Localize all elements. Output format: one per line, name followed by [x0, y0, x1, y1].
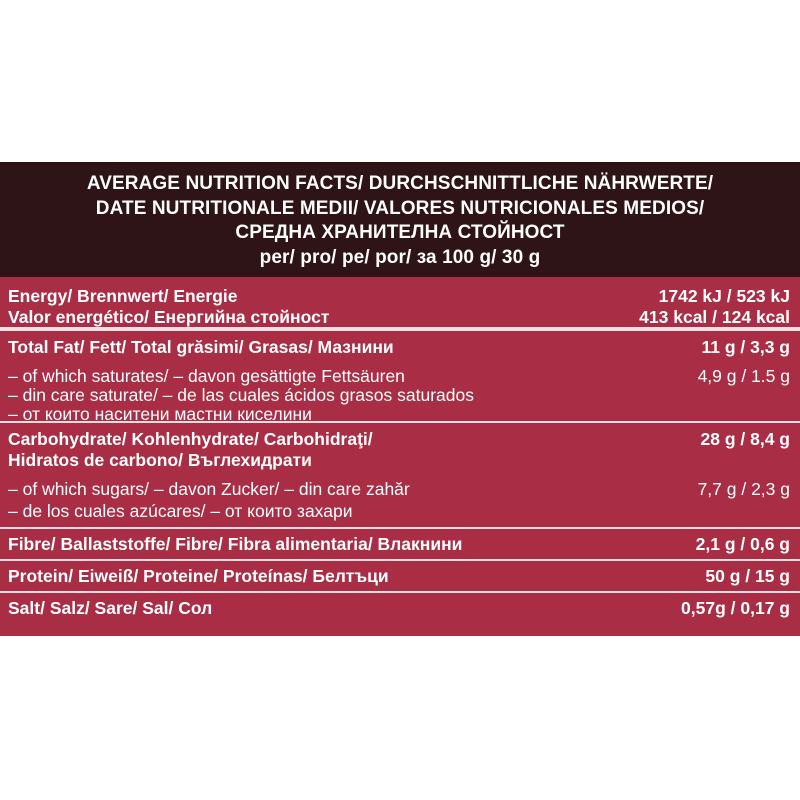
energy-row: [0, 277, 800, 329]
header-line-4: per/ pro/ pe/ por/ за 100 g/ 30 g: [259, 246, 541, 268]
protein-value: 50 g / 15 g: [705, 566, 790, 586]
sugars-label-2: – de los cuales azúcares/ – от които захари: [8, 501, 353, 521]
fibre-label: Fibre/ Ballaststoffe/ Fibre/ Fibra alimentaria/ Влакнини: [8, 534, 463, 554]
salt-row: [0, 593, 800, 624]
sugars-value: 7,7 g / 2,3 g: [697, 479, 790, 499]
carbohydrate-label-1: Carbohydrate/ Kohlenhydrate/ Carbohidraţi/: [8, 429, 373, 449]
saturates-label-1: – of which saturates/ – davon gesättigte Fettsäuren: [8, 366, 405, 386]
saturates-value: 4,9 g / 1.5 g: [697, 366, 790, 386]
carbohydrate-value: 28 g / 8,4 g: [700, 429, 790, 449]
fat-value: 11 g / 3,3 g: [701, 337, 790, 357]
salt-value: 0,57g / 0,17 g: [681, 598, 790, 618]
carbohydrate-label-2: Hidratos de carbono/ Въглехидрати: [8, 450, 312, 470]
energy-label-1: Energy/ Brennwert/ Energie: [8, 286, 238, 306]
energy-label-2: Valor energético/ Енергийна стойност: [8, 307, 330, 327]
protein-label: Protein/ Eiweiß/ Proteine/ Proteínas/ Белтъци: [8, 566, 389, 586]
fat-row: [0, 329, 800, 423]
nutrition-table: [0, 162, 800, 636]
salt-label: Salt/ Salz/ Sare/ Sal/ Сол: [8, 598, 213, 618]
energy-value-kcal: 413 kcal / 124 kcal: [639, 307, 790, 327]
saturates-label-2: – din care saturate/ – de las cuales ácidos grasos saturados: [8, 385, 474, 405]
header-line-1: AVERAGE NUTRITION FACTS/ DURCHSCHNITTLICHE NÄHRWERTE/: [86, 173, 714, 194]
energy-value-kj: 1742 kJ / 523 kJ: [658, 286, 790, 306]
carbohydrate-row: [0, 423, 800, 529]
fibre-row: [0, 529, 800, 561]
fibre-value: 2,1 g / 0,6 g: [695, 534, 790, 554]
nutrition-header: [0, 165, 800, 277]
header-line-3: СРЕДНА ХРАНИТЕЛНА СТОЙНОСТ: [235, 222, 565, 243]
header-line-2: DATE NUTRITIONALE MEDII/ VALORES NUTRICIONALES MEDIOS/: [95, 197, 705, 219]
saturates-label-3: – от които наситени мастни киселини: [8, 404, 312, 424]
sugars-label-1: – of which sugars/ – davon Zucker/ – din care zahăr: [8, 479, 410, 499]
fat-label: Total Fat/ Fett/ Total grăsimi/ Grasas/ Мазнини: [8, 337, 394, 357]
protein-row: [0, 561, 800, 593]
